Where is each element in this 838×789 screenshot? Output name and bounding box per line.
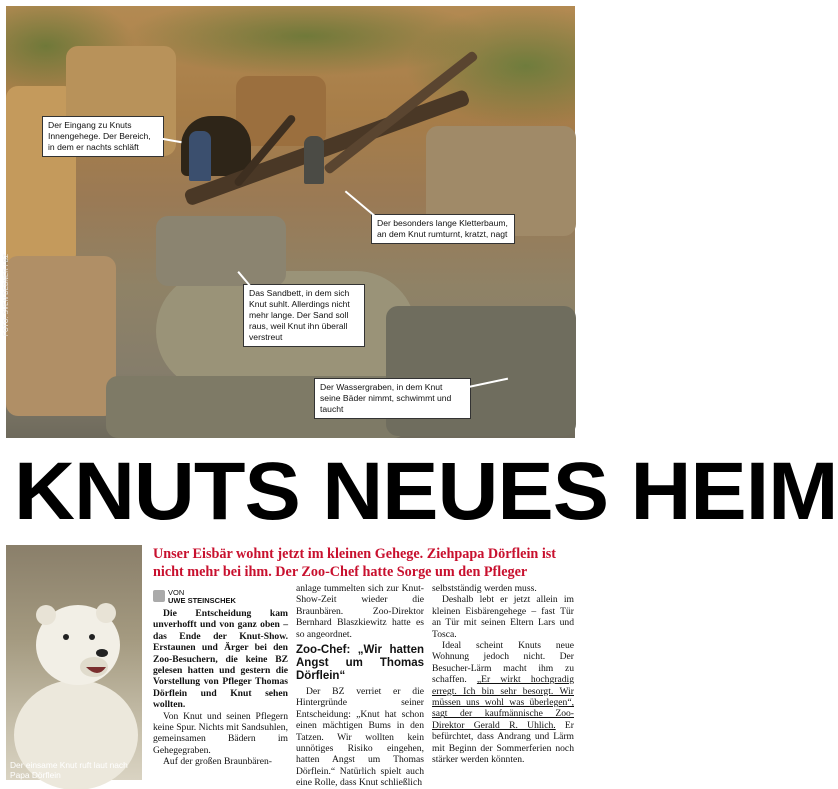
article-paragraph: Auf der großen Braunbären- [163,756,272,768]
headline: KNUTS NEUES HEIM [14,446,838,537]
callout-sandbed: Das Sandbett, in dem sich Knut suhlt. Allerdings nicht mehr lange. Der Sand soll raus, weil Knut ihn überall verstreut [243,284,365,347]
lead-paragraph: Unser Eisbär wohnt jetzt im kleinen Gehege. Ziehpapa Dörflein ist nicht mehr bei ihm. Der Zoo-Chef hatte Sorge um den Pfleger [153,546,557,580]
article-paragraph: Deshalb lebt er jetzt allein im kleinen Eisbärengehege – fast Tür an Tür mit seinen Eltern Lars und Tosca. [432,594,574,640]
polar-bear-illustration [6,545,142,780]
article-quote: „Er wirkt hochgradig erregt. Ich bin sehr besorgt. Wir müssen uns wohl was überlegen“, sagt der kaufmännische Zoo-Direktor Gerald R. Uhlich. [432,674,574,731]
article-paragraph: anlage tummelten sich zur Knut-Show-Zeit wieder die Braunbären. Zoo-Direktor Bernhard Blaszkiewitz hatte es so angeordnet. [296,583,424,640]
article-text: Ideal scheint Knuts neue Wohnung jedoch nicht. Der Besucher-Lärm macht ihm zu schaffen. [432,640,574,686]
article-paragraph: Die Entscheidung kam unverhofft und von ganz oben – das Ende der Knut-Show. Erstaunen und Ärger bei den Zoo-Besuchern, die keine BZ gelesen hatten und gestern die Vorstellung von Pfleger Thomas Dörflein und Knut sehen wollten. [153,608,288,711]
author-avatar [153,590,165,602]
byline-von: VON [168,588,185,597]
polar-bear-photo [6,545,142,780]
article-paragraph: Der BZ verriet er die Hintergründe seiner Entscheidung: „Knut hat schon einen mächtigen Bums in den Tatzen. Wir wollten kein unnötiges Risiko eingehen, hatten Angst um Thomas Dörflein.“ Natürlich spielt auch eine Rolle, dass Knut schließlich [296,686,424,789]
article-subheading: Zoo-Chef: „Wir hatten Angst um Thomas Dörflein“ [296,644,424,683]
byline [153,588,293,606]
article-column-3 [432,583,574,766]
article-paragraph: selbstständig werden muss. [432,583,537,594]
enclosure-photo [6,6,575,438]
article-text: Er befürchtet, dass Andrang und Lärm mit Beginn der Sommerferien noch stärker werden könnten. [432,719,574,766]
callout-water-moat: Der Wassergraben, in dem Knut seine Bäder nimmt, schwimmt und taucht [314,378,471,419]
photo-credit: FOTO: SVEN DEBNER / BZ [4,253,10,336]
article-paragraph [432,640,574,765]
article-paragraph: Von Knut und seinen Pflegern keine Spur. Nichts mit Sandsuhlen, gemeinsamen Bädern im Gehegegraben. [153,710,288,756]
callout-entrance: Der Eingang zu Knuts Innengehege. Der Bereich, in dem er nachts schläft [42,116,164,157]
article-column-1 [153,608,288,768]
article-column-2 [296,583,424,789]
callout-climbing-tree: Der besonders lange Kletterbaum, an dem Knut rumturnt, kratzt, nagt [371,214,515,244]
bear-caption: Der einsame Knut ruft laut nach Papa Dörflein [10,760,128,780]
byline-author: UWE STEINSCHEK [168,596,236,605]
